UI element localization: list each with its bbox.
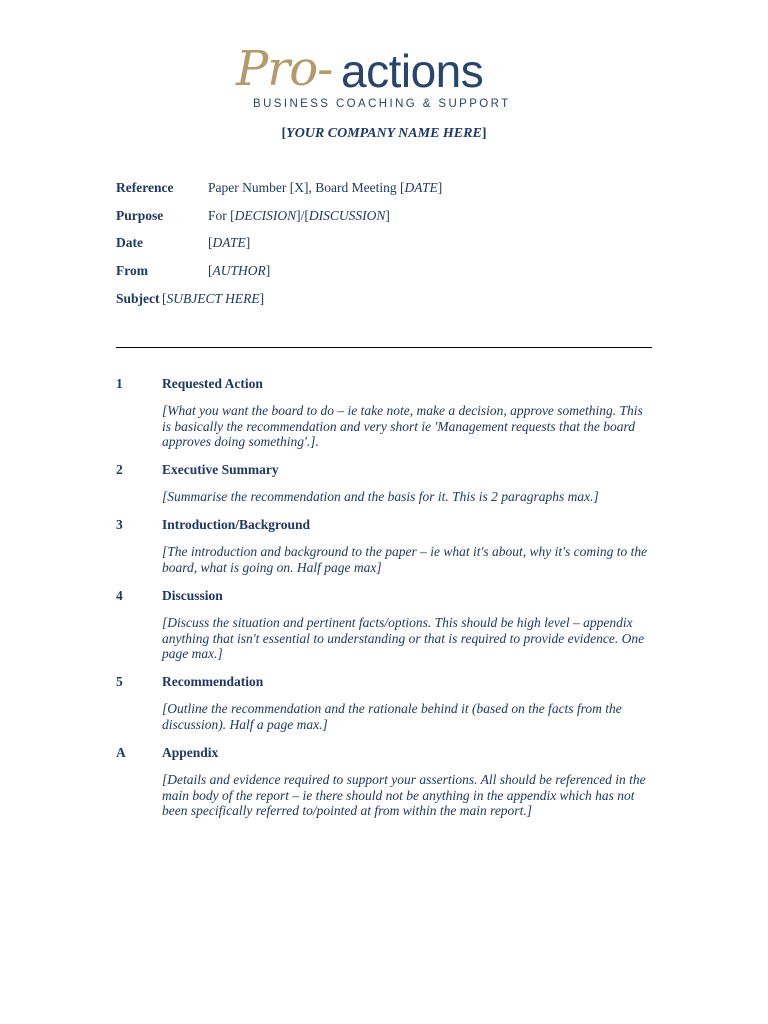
company-name-placeholder (0, 126, 768, 142)
section-title: Requested Action (162, 376, 263, 391)
meta-date-placeholder: DATE (212, 235, 246, 251)
meta-subject-close: ] (259, 290, 265, 306)
section-heading (116, 745, 656, 765)
meta-purpose-close: ] (385, 207, 390, 223)
section-heading (116, 462, 656, 482)
meta-purpose-separator: ]/[ (296, 207, 309, 223)
section-number: 1 (116, 376, 123, 391)
meta-reference-close: ] (437, 180, 443, 195)
meta-purpose-discussion: DISCUSSION (308, 207, 386, 223)
meta-date-close: ] (245, 235, 251, 251)
horizontal-rule (116, 347, 652, 348)
section-introduction-background (116, 517, 656, 588)
company-bracket-close: ] (481, 126, 487, 141)
section-body: [Details and evidence required to support your assertions. All should be referenced in the main body of the report – ie there should not be anything in the appendix which has not been specifically referred to/pointed at from within the main report.] (162, 772, 646, 818)
section-body: [Summarise the recommendation and the basis for it. This is 2 paragraphs max.] (162, 489, 599, 504)
meta-purpose-decision: DECISION (234, 207, 297, 223)
meta-from-open: [ (208, 263, 213, 279)
section-title: Executive Summary (162, 462, 279, 477)
section-number: A (116, 745, 126, 760)
meta-reference-label: Reference (116, 180, 174, 195)
section-requested-action (116, 376, 656, 462)
pro-actions-logo (236, 40, 536, 114)
company-name: YOUR COMPANY NAME HERE (286, 126, 482, 141)
meta-from-value (208, 263, 270, 279)
section-title: Recommendation (162, 674, 264, 689)
section-title: Discussion (162, 588, 223, 603)
section-number: 5 (116, 674, 123, 689)
section-body: [What you want the board to do – ie take note, make a decision, approve something. This is basically the recommendation and very short ie 'Management requests that the board approves doing something'.]. (162, 403, 643, 449)
meta-subject-open: [ (162, 290, 167, 306)
meta-from-close: ] (265, 263, 271, 279)
meta-from-author: AUTHOR (212, 263, 266, 279)
meta-subject-value (162, 291, 264, 307)
meta-subject-placeholder: SUBJECT HERE (166, 290, 260, 306)
section-heading (116, 517, 656, 537)
section-body: [Discuss the situation and pertinent facts/options. This should be high level – appendix anything that isn't essential to understanding or that is required to provide evidence. One page max.] (162, 615, 645, 661)
meta-purpose-value (208, 208, 390, 224)
section-number: 3 (116, 517, 123, 532)
meta-reference-text: Paper Number [X], Board Meeting [ (208, 180, 405, 195)
logo-tagline: BUSINESS COACHING & SUPPORT (253, 98, 511, 110)
section-appendix (116, 745, 656, 825)
section-body: [Outline the recommendation and the rationale behind it (based on the facts from the discussion). Half a page max.] (162, 701, 622, 732)
section-body: [The introduction and background to the paper – ie what it's about, why it's coming to the board, what is going on. Half page max] (162, 544, 648, 575)
paper-sections (116, 376, 656, 825)
section-heading (116, 376, 656, 396)
logo-pro-text: Pro- (236, 41, 333, 97)
section-number: 4 (116, 588, 123, 603)
section-heading (116, 588, 656, 608)
meta-date-label: Date (116, 235, 143, 251)
section-number: 2 (116, 462, 123, 477)
section-title: Introduction/Background (162, 517, 311, 532)
company-bracket-open: [ (281, 126, 287, 141)
meta-subject-label: Subject (116, 290, 160, 306)
section-discussion (116, 588, 656, 674)
meta-purpose-text: For [ (208, 207, 235, 223)
meta-reference-value (208, 180, 442, 196)
meta-reference-date: DATE (404, 180, 438, 195)
meta-from-label: From (116, 263, 148, 279)
section-heading (116, 674, 656, 694)
section-recommendation (116, 674, 656, 745)
meta-date-open: [ (208, 235, 213, 251)
section-title: Appendix (162, 745, 219, 760)
section-executive-summary (116, 462, 656, 517)
logo-actions-text: actions (341, 45, 484, 97)
meta-purpose-label: Purpose (116, 207, 164, 223)
meta-date-value (208, 235, 250, 251)
